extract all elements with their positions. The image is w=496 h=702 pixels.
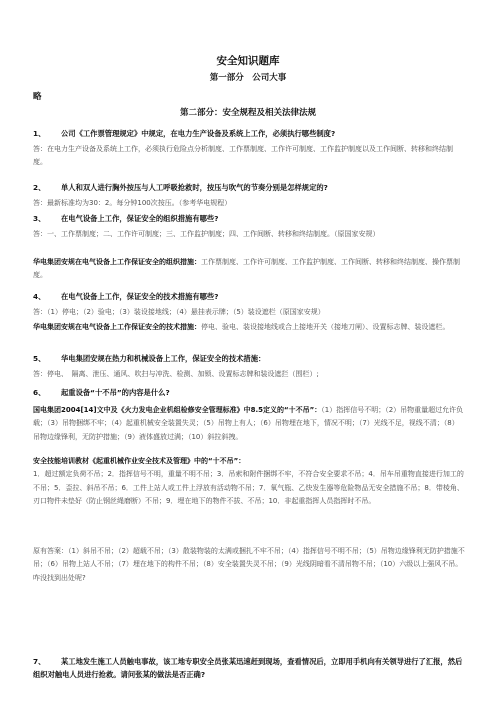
question-1 <box>33 129 335 139</box>
answer-6-guodian <box>33 404 465 444</box>
question-text: 公司《工作票管理规定》中规定，在电力生产设备及系统上工作，必须执行哪些制度? <box>61 129 336 138</box>
answer-3: 答：一、工作票制度；二、工作许可制度；三、工作监护制度；四、工作间断、转移和终结制度。（原国家安规） <box>33 230 380 238</box>
question-text: 起重设备“十不吊”的内容是什么? <box>61 388 170 397</box>
question-4 <box>33 292 218 302</box>
answer-4-huadian-text: 停电、验电、装设接地线或合上接地开关（接地刀闸）、设置标志牌、装设遮栏。 <box>201 323 450 331</box>
part2-heading: 第二部分：安全规程及相关法律法规 <box>179 108 316 118</box>
answer-3-huadian-label: 华电集团安规在电气设备上工作保证安全的组织措施： <box>33 258 201 266</box>
document-title: 安全知识题库 <box>216 55 280 67</box>
answer-4: 答：（1）停电；（2）验电；（3）装设接地线；（4）悬挂表示牌；（5）装设遮栏（原国家安规） <box>33 308 325 316</box>
answer-6-guodian-text: （1）指挥信号不明；（2）吊物重量超过允许负载；（3）吊物捆绑不牢；（4）起重机械安全装置失灵；（5）吊物上有人；（6）吊物埋在地下，情况不明；（7）光线不足，视线不清；（8）吊物边缘锋利，无防护措施；（9）液体盛放过满；（10）斜拉斜拽。 <box>33 406 464 441</box>
part1-body: 略 <box>33 92 42 102</box>
question-text: 在电气设备上工作，保证安全的技术措施有哪些? <box>61 292 219 301</box>
answer-3-huadian-text: 工作票制度、工作许可制度、工作监护制度、工作间断、转移和终结制度、操作票制度。 <box>33 258 460 280</box>
answer-2: 答：最新标准均为30：2。每分钟100次按压。（参考华电规程） <box>33 199 232 207</box>
question-text: 华电集团安规在热力和机械设备上工作，保证安全的技术措施： <box>61 354 266 363</box>
question-text: 在电气设备上工作，保证安全的组织措施有哪些? <box>61 214 219 223</box>
question-7 <box>33 655 465 681</box>
answer-5: 答：停电、 隔离、泄压、通风、吹扫与冲洗、检测、加锁、设置标志牌和装设遮拦（围栏）; <box>33 370 319 378</box>
answer-3-huadian <box>33 256 465 283</box>
question-3 <box>33 214 218 224</box>
question-5 <box>33 354 265 364</box>
question-number: 5、 <box>33 354 46 363</box>
answer-1: 答：在电力生产设备及系统上工作，必须执行危险点分析制度、工作票制度、工作许可制度、工作监护制度以及工作间断、转移和终结制度。 <box>33 145 453 167</box>
answer-6-textbook-text: 1．超过额定负荷不吊；2．指挥信号不明，重量不明不吊；3．吊索和附件捆绑不牢，不符合安全要求不吊；4．吊车吊重物直接进行加工的不吊；5．歪拉、斜吊不吊；6．工件上站人或工件上浮放有活动物不吊；7．氧气瓶、乙炔发生器等危险物品无安全措施不吊；8．带棱角、刃口物件未垫好（防止钢丝绳磨断）不吊；9．埋在地下的物件不拔、不吊；10．非起重指挥人员指挥时不吊。 <box>33 470 464 505</box>
question-number: 1、 <box>33 129 46 138</box>
question-number: 2、 <box>33 183 46 192</box>
question-6 <box>33 388 170 398</box>
question-text: 某工地发生施工人员触电事故，该工地专职安全员张某迅速赶到现场，查看情况后，立即用手机向有关领导进行了汇报，然后组织对触电人员进行抢救。请问张某的做法是否正确? <box>33 657 463 679</box>
answer-4-huadian <box>33 321 465 334</box>
question-2 <box>33 183 328 193</box>
question-text: 单人和双人进行胸外按压与人工呼吸抢救时，按压与吹气的节奏分别是怎样规定的? <box>61 183 328 192</box>
answer-6-original: 原有答案：（1）斜吊不吊；（2）超载不吊；（3）散装物装的太满或捆扎不牢不吊；（4）指挥信号不明不吊；（5）吊物边缘锋利无防护措施不吊；（6）吊物上站人不吊；（7）埋在地下的构件不吊；（8）安全装置失灵不吊；（9）光线阴暗看不清吊物不吊；（10）六级以上强风不吊。咋没找到出处呢? <box>33 547 465 582</box>
question-number: 6、 <box>33 388 46 397</box>
answer-6-textbook <box>33 455 465 508</box>
answer-6-guodian-label: 国电集团2004[14]文中及《火力发电企业机组检修安全管理标准》中8.5定义的“十不吊”： <box>33 406 322 414</box>
answer-6-textbook-label: 安全技能培训教材《起重机械作业安全技术及管理》中的“十不吊”： <box>33 457 246 465</box>
question-number: 7、 <box>33 657 46 666</box>
question-number: 3、 <box>33 214 46 223</box>
answer-4-huadian-label: 华电集团安规在电气设备上工作保证安全的技术措施： <box>33 323 201 331</box>
part1-heading: 第一部分 公司大事 <box>209 73 287 83</box>
question-number: 4、 <box>33 292 46 301</box>
